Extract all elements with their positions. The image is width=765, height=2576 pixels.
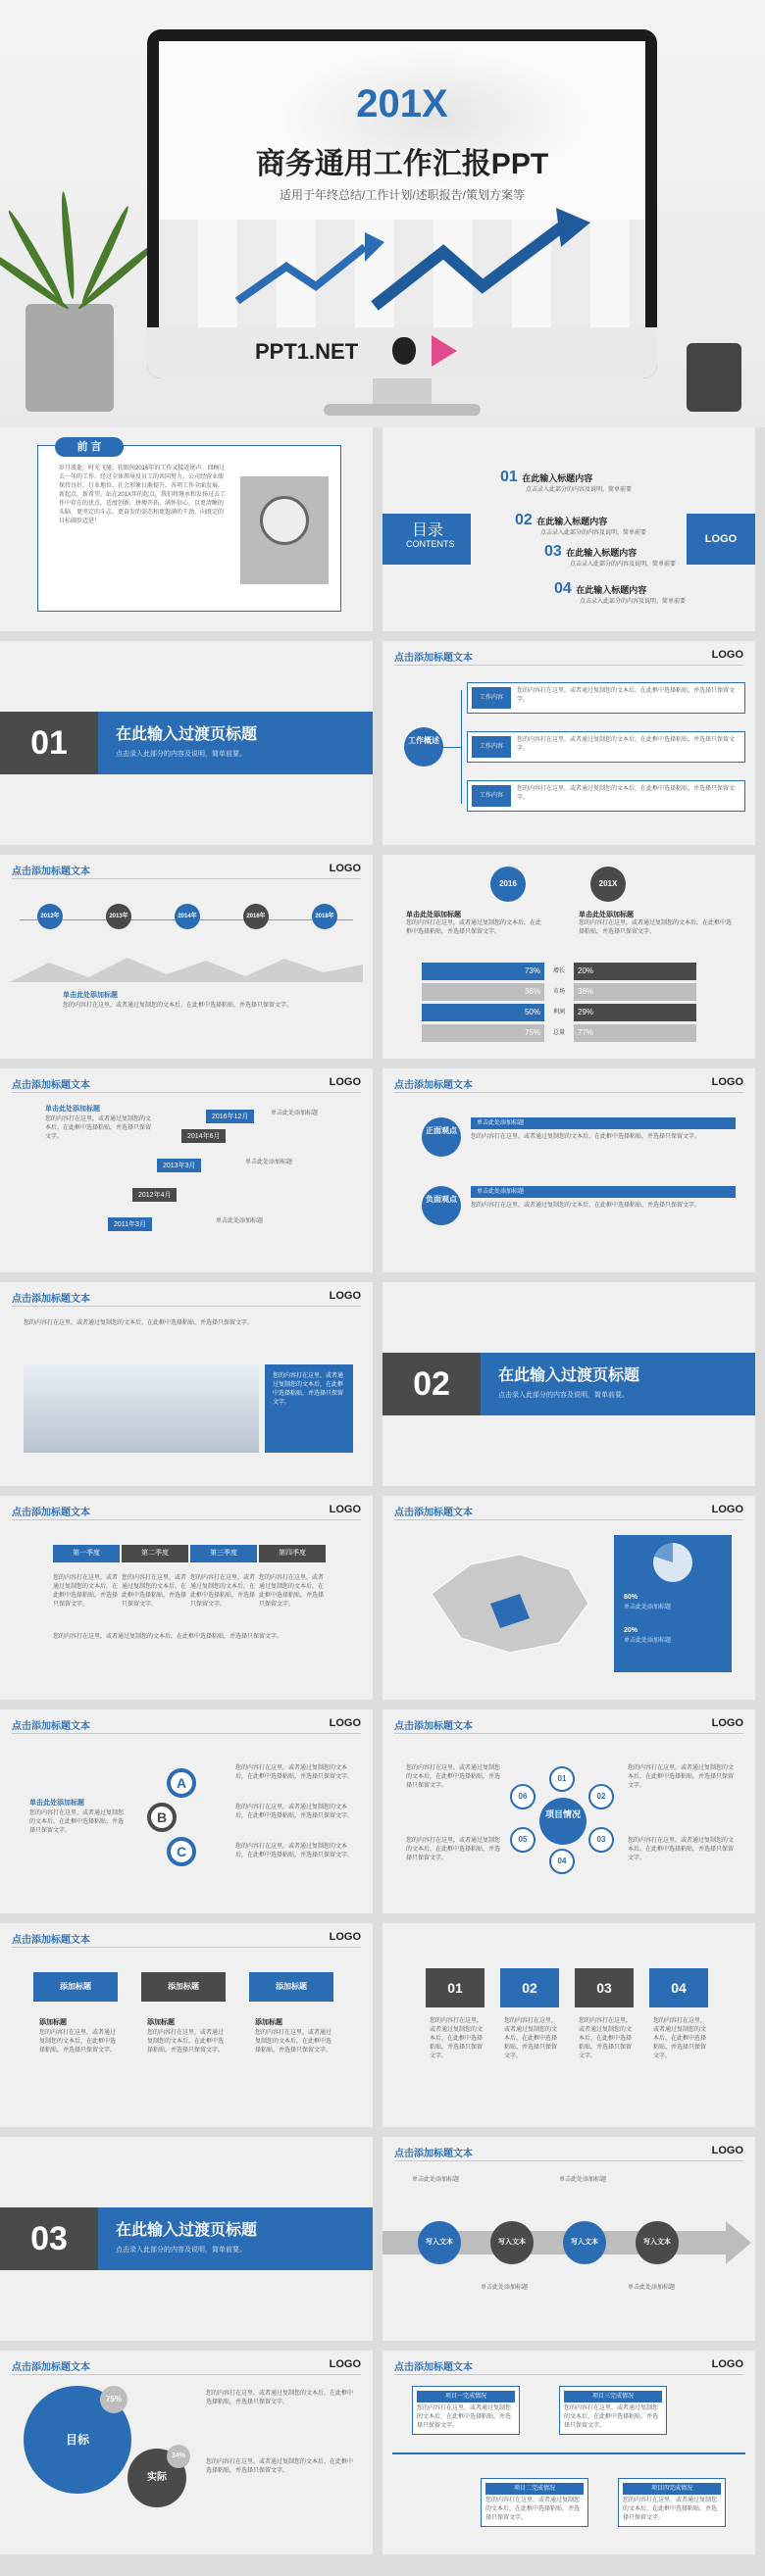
- transition-number: 01: [0, 712, 98, 774]
- slide-header: 点击添加标题文本: [12, 1935, 90, 1946]
- compare-row: [422, 983, 716, 1001]
- tab-card-title: 添加标题: [147, 2019, 175, 2026]
- toc-label: 目录: [412, 522, 444, 539]
- tab-card-header[interactable]: 添加标题: [33, 1972, 118, 2002]
- slide-logo: LOGO: [711, 2358, 743, 2370]
- goal-text: 您的内容打在这里，或者通过复制您的文本后，在此框中选择粘贴，并选择只保留文字。: [206, 2391, 354, 2405]
- slide-hex[interactable]: [382, 1709, 755, 1913]
- season-arrow[interactable]: 第一季度: [53, 1545, 120, 1562]
- timeline-node[interactable]: 2012年: [37, 904, 63, 929]
- cons-title: 单击此处添加标题: [471, 1186, 736, 1198]
- slide-photo[interactable]: [0, 1282, 373, 1486]
- steps-line: [392, 2452, 745, 2454]
- hex-node[interactable]: 02: [588, 1784, 614, 1809]
- cover-slide[interactable]: [0, 0, 765, 427]
- header-divider: [12, 2374, 361, 2375]
- step-text: 您的内容打在这里，或者通过复制您的文本后，在此框中选择粘贴，并选择只保留文字。: [485, 2498, 581, 2521]
- stairs-text: 您的内容打在这里，或者通过复制您的文本后，在此框中选择粘贴，并选择只保留文字。: [45, 1116, 152, 1140]
- compare-left: 50%: [422, 1004, 544, 1021]
- compare-right: 20%: [574, 963, 696, 980]
- step-title: 项目一完成情况: [417, 2391, 515, 2403]
- slide-header: 点击添加标题文本: [12, 2362, 90, 2373]
- season-text: 您的内容打在这里，或者通过复制您的文本后，在此框中选择粘贴，并选择只保留文字。: [122, 1575, 187, 1608]
- slide-logo: LOGO: [329, 2358, 361, 2370]
- num-card-text: 您的内容打在这里，或者通过复制您的文本后，在此框中选择粘贴，并选择只保留文字。: [430, 2018, 484, 2059]
- timeline-node[interactable]: 2018年: [312, 904, 337, 929]
- timeline-text: 您的内容打在这里，或者通过复制您的文本后，在此框中选择粘贴，并选择只保留文字。: [63, 1003, 293, 1009]
- toc-num: 01: [500, 469, 518, 485]
- slide-header: 点击添加标题文本: [394, 1508, 473, 1518]
- toc-desc: 点击录入此部分的内容及说明，简单前要: [540, 530, 647, 536]
- compare-right: 77%: [574, 1024, 696, 1042]
- tab-card-text: 您的内容打在这里，或者通过复制您的文本后，在此框中选择粘贴，并选择只保留文字。: [255, 2030, 332, 2054]
- toc-item[interactable]: [500, 469, 632, 495]
- map-stat: 20%: [624, 1627, 638, 1634]
- pros-title: 单击此处添加标题: [471, 1117, 736, 1129]
- transition-sub: 点击录入此部分的内容及说明，简单前要。: [498, 1392, 629, 1399]
- arrow-step[interactable]: 写入文本: [418, 2221, 461, 2264]
- cover-title: 商务通用工作汇报PPT: [255, 148, 549, 180]
- toc-desc: 点击录入此部分的内容及说明，简单前要: [526, 487, 633, 493]
- hex-node[interactable]: 06: [510, 1784, 536, 1809]
- plant-leaf: [59, 191, 76, 299]
- monitor-chin: [147, 327, 657, 378]
- actual-circle: 实际: [128, 2449, 186, 2507]
- transition-number: 03: [0, 2207, 98, 2270]
- slide-arrow-steps[interactable]: [382, 2137, 755, 2341]
- compare-label: 增长: [552, 968, 565, 974]
- stair-note: 单击此处添加标题: [271, 1111, 319, 1116]
- goal-text: 您的内容打在这里，或者通过复制您的文本后，在此框中选择粘贴，并选择只保留文字。: [206, 2459, 354, 2474]
- toc-item[interactable]: [544, 543, 676, 570]
- connector: [461, 690, 462, 804]
- step-title: 项目四完成情况: [623, 2483, 721, 2495]
- work-box-label: 工作内容: [472, 736, 511, 758]
- abc-desc: 您的内容打在这里，或者通过复制您的文本后，在此框中选择粘贴，并选择只保留文字。: [235, 1805, 354, 1819]
- slide-logo: LOGO: [711, 649, 743, 661]
- slide-goal[interactable]: [0, 2351, 373, 2554]
- mountains-icon: [10, 953, 363, 982]
- monitor-screen: [159, 41, 645, 327]
- stairs-title: 单击此处添加标题: [45, 1106, 100, 1113]
- transition-number: 02: [382, 1353, 481, 1415]
- header-divider: [394, 1519, 743, 1520]
- work-box[interactable]: [467, 780, 745, 812]
- slide-logo: LOGO: [711, 2145, 743, 2156]
- compare-title: 单击此处添加标题: [406, 912, 461, 918]
- arrow-step-text: 单击此处添加标题: [481, 2285, 529, 2291]
- slide-logo: LOGO: [329, 1931, 361, 1943]
- cover-year: 201X: [356, 82, 448, 125]
- step-card[interactable]: [412, 2386, 520, 2435]
- stair-note: 单击此处添加标题: [216, 1218, 264, 1224]
- tab-card-title: 添加标题: [39, 2019, 67, 2026]
- meeting-photo: [24, 1364, 259, 1453]
- timeline-node[interactable]: 2016年: [243, 904, 269, 929]
- timeline-title: 单击此处添加标题: [63, 992, 118, 999]
- pros-text: 您的内容打在这里，或者通过复制您的文本后，在此框中选择粘贴，并选择只保留文字。: [471, 1134, 701, 1140]
- slide-compare[interactable]: [382, 855, 755, 1059]
- hex-text: 您的内容打在这里，或者通过复制您的文本后，在此框中选择粘贴，并选择只保留文字。: [628, 1838, 735, 1861]
- header-divider: [12, 878, 361, 879]
- stair-note: 单击此处添加标题: [245, 1160, 293, 1165]
- work-overview-circle: 工作概述: [404, 727, 443, 767]
- stair-step[interactable]: 2016年12月: [206, 1110, 254, 1123]
- slide-work-overview[interactable]: [382, 641, 755, 845]
- abc-title: 单击此处添加标题: [29, 1800, 84, 1807]
- toc-item[interactable]: [515, 512, 646, 538]
- monitor: [147, 29, 657, 378]
- header-divider: [394, 2160, 743, 2161]
- ppt-logo-icon: [432, 335, 457, 367]
- step-text: 您的内容打在这里，或者通过复制您的文本后，在此框中选择粘贴，并选择只保留文字。: [564, 2405, 659, 2429]
- slide-transition-03[interactable]: [0, 2137, 373, 2341]
- connector: [443, 747, 461, 748]
- preface-text: 岁月流逝，时光飞驰，转眼间2016年的工作又接近尾声。回顾过去一年的工作，经过全体领导及员工的共同努力，公司经营业绩保持良好，行业地位、社会形象日渐提升，各项工作全面发展。新起点、新希望。站在201X年的起点，我们将继承和发扬过去工作中存在的优点，适度创新，拼搏开拓，满怀信心，以更清晰的头脑、更坚定的斗志、更奋发的姿态和更饱满的干劲，向既定的目标阔步迈进！: [59, 466, 227, 524]
- slide-header: 点击添加标题文本: [394, 653, 473, 664]
- arrow-step[interactable]: 写入文本: [563, 2221, 606, 2264]
- cover-subtitle: 适用于年终总结/工作计划/述职报告/策划方案等: [279, 188, 525, 202]
- tab-card-title: 添加标题: [255, 2019, 282, 2026]
- header-divider: [394, 665, 743, 666]
- header-divider: [12, 1947, 361, 1948]
- compare-text: 您的内容打在这里，或者通过复制您的文本后，在此框中选择粘贴，并选择只保留文字。: [406, 920, 542, 935]
- coffee-cup: [687, 343, 741, 412]
- preface-title: 前 言: [55, 437, 124, 457]
- transition-title: 在此输入过渡页标题: [498, 1367, 640, 1384]
- slide-stairs[interactable]: [0, 1068, 373, 1272]
- header-divider: [12, 1306, 361, 1307]
- compare-label: 利润: [552, 1010, 565, 1016]
- step-text: 您的内容打在这里，或者通过复制您的文本后，在此框中选择粘贴，并选择只保留文字。: [417, 2405, 512, 2429]
- plant-pot: [26, 304, 114, 412]
- timeline-node[interactable]: 2014年: [175, 904, 200, 929]
- slide-pros-cons[interactable]: [382, 1068, 755, 1272]
- slide-header: 点击添加标题文本: [12, 1508, 90, 1518]
- slide-logo: LOGO: [329, 863, 361, 874]
- photo-text: 您的内容打在这里，或者通过复制您的文本后，在此框中选择粘贴，并选择只保留文字。: [24, 1320, 254, 1326]
- compare-title: 单击此处添加标题: [579, 912, 634, 918]
- compare-left: 75%: [422, 1024, 544, 1042]
- slide-abc[interactable]: [0, 1709, 373, 1913]
- goal-circle: 目标: [24, 2386, 131, 2494]
- tab-card-header[interactable]: 添加标题: [249, 1972, 333, 2002]
- compare-left: 73%: [422, 963, 544, 980]
- header-divider: [394, 2374, 743, 2375]
- hex-text: 您的内容打在这里，或者通过复制您的文本后，在此框中选择粘贴，并选择只保留文字。: [406, 1765, 501, 1789]
- slide-three-tabs[interactable]: [0, 1923, 373, 2127]
- header-divider: [394, 1733, 743, 1734]
- stair-step[interactable]: 2014年6月: [181, 1129, 226, 1143]
- timeline-node[interactable]: 2013年: [106, 904, 131, 929]
- toc-logo: LOGO: [687, 514, 755, 565]
- step-card[interactable]: [481, 2478, 588, 2527]
- slide-map[interactable]: [382, 1496, 755, 1700]
- toc-title: 在此输入标题内容: [536, 517, 608, 526]
- compare-label: 总量: [552, 1030, 565, 1036]
- apple-icon: [392, 337, 416, 365]
- growth-arrows-icon: [228, 208, 600, 316]
- slide-logo: LOGO: [329, 1290, 361, 1302]
- slide-logo: LOGO: [711, 1504, 743, 1515]
- goal-pct: 75%: [100, 2386, 128, 2413]
- slide-num-cards[interactable]: [382, 1923, 755, 2127]
- hex-text: 您的内容打在这里，或者通过复制您的文本后，在此框中选择粘贴，并选择只保留文字。: [628, 1765, 735, 1789]
- step-card[interactable]: [618, 2478, 726, 2527]
- season-text: 您的内容打在这里，或者通过复制您的文本后，在此框中选择粘贴，并选择只保留文字。: [190, 1575, 256, 1608]
- num-card-text: 您的内容打在这里，或者通过复制您的文本后，在此框中选择粘贴，并选择只保留文字。: [504, 2018, 558, 2059]
- season-text: 您的内容打在这里，或者通过复制您的文本后，在此框中选择粘贴，并选择只保留文字。: [259, 1575, 325, 1608]
- clock-image: [240, 476, 329, 584]
- map-pie: [653, 1543, 692, 1582]
- map-stat: 80%: [624, 1594, 638, 1601]
- abc-desc: 您的内容打在这里，或者通过复制您的文本后，在此框中选择粘贴，并选择只保留文字。: [235, 1765, 354, 1780]
- transition-title: 在此输入过渡页标题: [116, 2222, 258, 2239]
- actual-pct: 34%: [167, 2445, 190, 2468]
- slide-timeline[interactable]: [0, 855, 373, 1059]
- header-divider: [12, 1519, 361, 1520]
- hex-node[interactable]: 01: [549, 1766, 575, 1792]
- arrow-step[interactable]: 写入文本: [636, 2221, 679, 2264]
- map-stat-text: 单击此处添加标题: [624, 1605, 672, 1610]
- toc-title: 在此输入标题内容: [522, 473, 593, 483]
- stair-step[interactable]: 2013年3月: [157, 1159, 201, 1172]
- slide-header: 点击添加标题文本: [394, 2362, 473, 2373]
- hex-center: 项目情况: [539, 1798, 586, 1845]
- step-title: 项目二完成情况: [485, 2483, 584, 2495]
- hex-node[interactable]: 05: [510, 1827, 536, 1853]
- hex-node[interactable]: 03: [588, 1827, 614, 1853]
- header-divider: [394, 1092, 743, 1093]
- toc-desc: 点击录入此部分的内容及说明，简单前要: [570, 562, 677, 568]
- map-stat-text: 单击此处添加标题: [624, 1638, 672, 1644]
- toc-title: 在此输入标题内容: [566, 548, 638, 558]
- season-arrow[interactable]: 第四季度: [259, 1545, 326, 1562]
- work-box-label: 工作内容: [472, 687, 511, 709]
- clock-icon: [260, 496, 309, 545]
- transition-title: 在此输入过渡页标题: [116, 726, 258, 743]
- stair-step[interactable]: 2012年4月: [132, 1188, 177, 1202]
- slide-transition-01[interactable]: [0, 641, 373, 845]
- slide-toc[interactable]: [382, 427, 755, 631]
- brand-text: PPT1.NET: [255, 339, 359, 364]
- arrow-step-text: 单击此处添加标题: [412, 2177, 460, 2183]
- abc-text: 您的内容打在这里，或者通过复制您的文本后，在此框中选择粘贴，并选择只保留文字。: [29, 1810, 125, 1834]
- slide-header: 点击添加标题文本: [394, 1080, 473, 1091]
- compare-left: 36%: [422, 983, 544, 1001]
- slide-logo: LOGO: [329, 1717, 361, 1729]
- slide-header: 点击添加标题文本: [12, 1721, 90, 1732]
- abc-node[interactable]: B: [147, 1803, 177, 1832]
- positive-view-circle: 正面观点: [422, 1117, 461, 1157]
- season-arrow[interactable]: 第三季度: [190, 1545, 257, 1562]
- slide-header: 点击添加标题文本: [12, 867, 90, 877]
- abc-node[interactable]: A: [167, 1768, 196, 1798]
- stair-step[interactable]: 2011年3月: [108, 1217, 152, 1231]
- slide-header: 点击添加标题文本: [394, 2149, 473, 2159]
- slide-preface[interactable]: [0, 427, 373, 631]
- work-box[interactable]: [467, 731, 745, 763]
- map-stats-box: [614, 1535, 732, 1672]
- compare-label: 市场: [552, 989, 565, 995]
- work-box-text: 您的内容打在这里，或者通过复制您的文本后，在此框中选择粘贴，并选择只保留文字。: [517, 737, 736, 752]
- toc-num: 04: [554, 580, 572, 597]
- slide-steps[interactable]: [382, 2351, 755, 2554]
- compare-right: 38%: [574, 983, 696, 1001]
- step-text: 您的内容打在这里，或者通过复制您的文本后，在此框中选择粘贴，并选择只保留文字。: [623, 2498, 718, 2521]
- toc-desc: 点击录入此部分的内容及说明，简单前要: [580, 599, 687, 605]
- plant-leaf: [6, 209, 67, 306]
- tab-card-header[interactable]: 添加标题: [141, 1972, 226, 2002]
- season-summary: 您的内容打在这里，或者通过复制您的文本后，在此框中选择粘贴，并选择只保留文字。: [53, 1634, 283, 1640]
- slide-seasons[interactable]: [0, 1496, 373, 1700]
- compare-table: [422, 963, 716, 1042]
- negative-view-circle: 负面观点: [422, 1186, 461, 1225]
- work-box-text: 您的内容打在这里，或者通过复制您的文本后，在此框中选择粘贴，并选择只保留文字。: [517, 786, 736, 801]
- slide-logo: LOGO: [711, 1076, 743, 1088]
- slide-logo: LOGO: [711, 1717, 743, 1729]
- header-divider: [12, 1092, 361, 1093]
- num-card[interactable]: 01: [426, 1968, 484, 2007]
- compare-year: 2016: [490, 867, 526, 902]
- toc-num: 02: [515, 512, 533, 528]
- toc-num: 03: [544, 543, 562, 560]
- arrow-head-icon: [726, 2221, 751, 2264]
- slide-logo: LOGO: [329, 1504, 361, 1515]
- compare-text: 您的内容打在这里，或者通过复制您的文本后，在此框中选择粘贴，并选择只保留文字。: [579, 920, 733, 935]
- tab-card-text: 您的内容打在这里，或者通过复制您的文本后，在此框中选择粘贴，并选择只保留文字。: [147, 2030, 225, 2054]
- abc-node[interactable]: C: [167, 1837, 196, 1866]
- num-card[interactable]: 02: [500, 1968, 559, 2007]
- china-map-icon: [412, 1535, 598, 1662]
- toc-label-en: CONTENTS: [406, 539, 455, 549]
- compare-right: 29%: [574, 1004, 696, 1021]
- slide-logo: LOGO: [329, 1076, 361, 1088]
- hex-node[interactable]: 04: [549, 1849, 575, 1874]
- transition-sub: 点击录入此部分的内容及说明，简单前要。: [116, 2247, 246, 2254]
- slide-header: 点击添加标题文本: [12, 1294, 90, 1305]
- arrow-step[interactable]: 写入文本: [490, 2221, 534, 2264]
- compare-row: [422, 1024, 716, 1042]
- arrow-step-text: 单击此处添加标题: [628, 2285, 676, 2291]
- num-card[interactable]: 04: [649, 1968, 708, 2007]
- slide-transition-02[interactable]: [382, 1282, 755, 1486]
- header-divider: [12, 1733, 361, 1734]
- transition-sub: 点击录入此部分的内容及说明，简单前要。: [116, 751, 246, 758]
- toc-title: 在此输入标题内容: [576, 585, 647, 595]
- compare-row: [422, 963, 716, 980]
- work-box-text: 您的内容打在这里，或者通过复制您的文本后，在此框中选择粘贴，并选择只保留文字。: [517, 688, 736, 703]
- work-box-label: 工作内容: [472, 785, 511, 807]
- slide-header: 点击添加标题文本: [394, 1721, 473, 1732]
- tab-card-text: 您的内容打在这里，或者通过复制您的文本后，在此框中选择粘贴，并选择只保留文字。: [39, 2030, 117, 2054]
- compare-row: [422, 1004, 716, 1021]
- monitor-stand-base: [324, 404, 481, 416]
- num-card[interactable]: 03: [575, 1968, 634, 2007]
- abc-desc: 您的内容打在这里，或者通过复制您的文本后，在此框中选择粘贴，并选择只保留文字。: [235, 1844, 354, 1858]
- season-text: 您的内容打在这里，或者通过复制您的文本后，在此框中选择粘贴，并选择只保留文字。: [53, 1575, 119, 1608]
- step-card[interactable]: [559, 2386, 667, 2435]
- photo-text-box: [265, 1364, 353, 1453]
- toc-item[interactable]: [554, 580, 686, 607]
- photo-box-text: 您的内容打在这里，或者通过复制您的文本后，在此框中选择粘贴，并选择只保留文字。: [273, 1373, 344, 1406]
- num-card-text: 您的内容打在这里，或者通过复制您的文本后，在此框中选择粘贴，并选择只保留文字。: [579, 2018, 633, 2059]
- cons-text: 您的内容打在这里，或者通过复制您的文本后，在此框中选择粘贴，并选择只保留文字。: [471, 1203, 701, 1209]
- season-arrow[interactable]: 第二季度: [122, 1545, 188, 1562]
- step-title: 项目三完成情况: [564, 2391, 662, 2403]
- arrow-step-text: 单击此处添加标题: [559, 2177, 607, 2183]
- hex-text: 您的内容打在这里，或者通过复制您的文本后，在此框中选择粘贴，并选择只保留文字。: [406, 1838, 501, 1861]
- num-card-text: 您的内容打在这里，或者通过复制您的文本后，在此框中选择粘贴，并选择只保留文字。: [653, 2018, 707, 2059]
- compare-year: 201X: [590, 867, 626, 902]
- slide-header: 点击添加标题文本: [12, 1080, 90, 1091]
- work-box[interactable]: [467, 682, 745, 714]
